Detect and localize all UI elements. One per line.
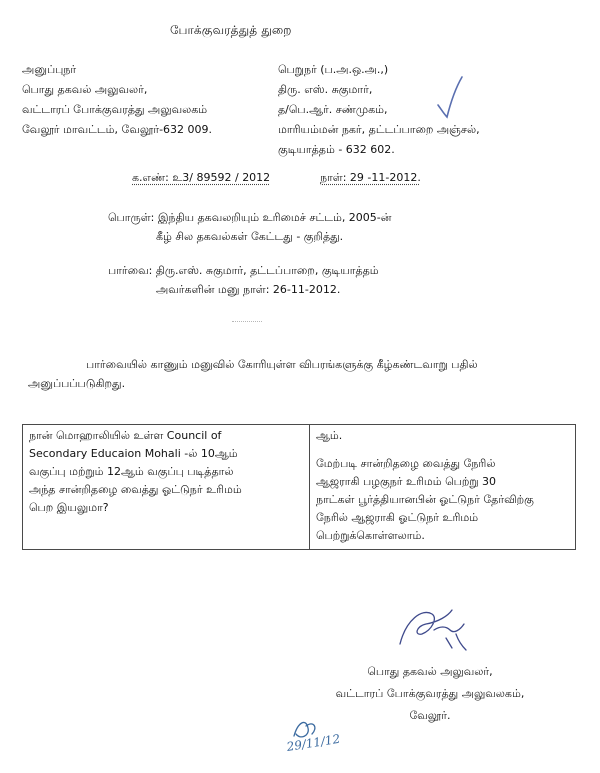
reference-line: அவர்களின் மனு நாள்: 26-11-2012. [156, 283, 341, 296]
recipient-heading: பெறுநர் (ப.அ.ஒ.அ.,) [278, 63, 389, 76]
answer-line: மேற்படி சான்றிதழை வைத்து நேரில் [315, 457, 496, 470]
sender-heading: அனுப்புநர் [22, 63, 77, 76]
subject-line: பொருள்: இந்திய தகவலறியும் உரிமைச் சட்டம், 2005-ன் [108, 211, 392, 224]
subject-line: கீழ் சில தகவல்கள் கேட்டது - குறித்து. [156, 230, 344, 243]
recipient-address [278, 60, 498, 160]
answer-line: நேரில் ஆஜராகி ஓட்டுநர் உரிமம் [315, 511, 479, 524]
answer-line: நாட்கள் பூர்த்தியானபின் ஓட்டுநர் தேர்விற்கு [315, 493, 534, 506]
answer-line: ஆஜராகி பழகுநர் உரிமம் பெற்று 30 [315, 475, 497, 488]
signatory-line: வேலூர். [409, 709, 451, 722]
sender-line: வட்டாரப் போக்குவரத்து அலுவலகம் [22, 103, 208, 116]
recipient-line: திரு. எஸ். சுகுமார், [278, 83, 373, 96]
question-line: அந்த சான்றிதழை வைத்து ஓட்டுநர் உரிமம் [29, 483, 242, 496]
reply-introduction [28, 355, 558, 393]
question-line: பெற இயலுமா? [29, 501, 109, 514]
recipient-line: குடியாத்தம் - 632 602. [278, 143, 395, 156]
signatory-line: வட்டாரப் போக்குவரத்து அலுவலகம், [335, 687, 525, 700]
sender-line: வேலூர் மாவட்டம், வேலூர்-632 009. [22, 123, 213, 136]
question-answer-table [22, 424, 576, 550]
sender-line: பொது தகவல் அலுவலர், [22, 83, 148, 96]
handwritten-signature [392, 600, 470, 658]
sender-address [22, 60, 272, 140]
answer-short: ஆம். [315, 429, 343, 442]
question-line: நான் மொஹாலியில் உள்ள Council of [29, 429, 222, 442]
handwritten-date: 29/11/12 [285, 731, 342, 755]
divider [232, 321, 262, 322]
recipient-line: த/பெ.ஆர். சண்முகம், [278, 103, 388, 116]
recipient-line: மாரியம்மன் நகர், தட்டப்பாறை அஞ்சல், [278, 123, 480, 136]
reply-intro-line: பார்வையில் காணும் மனுவில் கோரியுள்ள விபரங்களுக்கு கீழ்கண்டவாறு பதில் [86, 358, 478, 371]
reference-section [108, 261, 538, 299]
department-heading: போக்குவரத்துத் துறை [170, 23, 292, 37]
question-line: வகுப்பு மற்றும் 12ஆம் வகுப்பு படித்தால் [29, 465, 234, 478]
subject-section [108, 208, 538, 246]
tick-mark-icon [436, 75, 464, 119]
reply-intro-line: அனுப்பப்படுகிறது. [28, 377, 126, 390]
reference-number: க.எண்: உ3/ 89592 / 2012 [132, 171, 271, 184]
letter-date: நாள்: 29 -11-2012. [320, 171, 421, 184]
answer-cell [310, 425, 575, 549]
signatory-line: பொது தகவல் அலுவலர், [367, 665, 493, 678]
question-line: Secondary Educaion Mohali -ல் 10ஆம் [29, 447, 238, 460]
reference-line: பார்வை: திரு.எஸ். சுகுமார், தட்டப்பாறை, குடியாத்தம் [108, 264, 379, 277]
question-cell [23, 425, 310, 549]
answer-line: பெற்றுக்கொள்ளலாம். [315, 529, 425, 542]
